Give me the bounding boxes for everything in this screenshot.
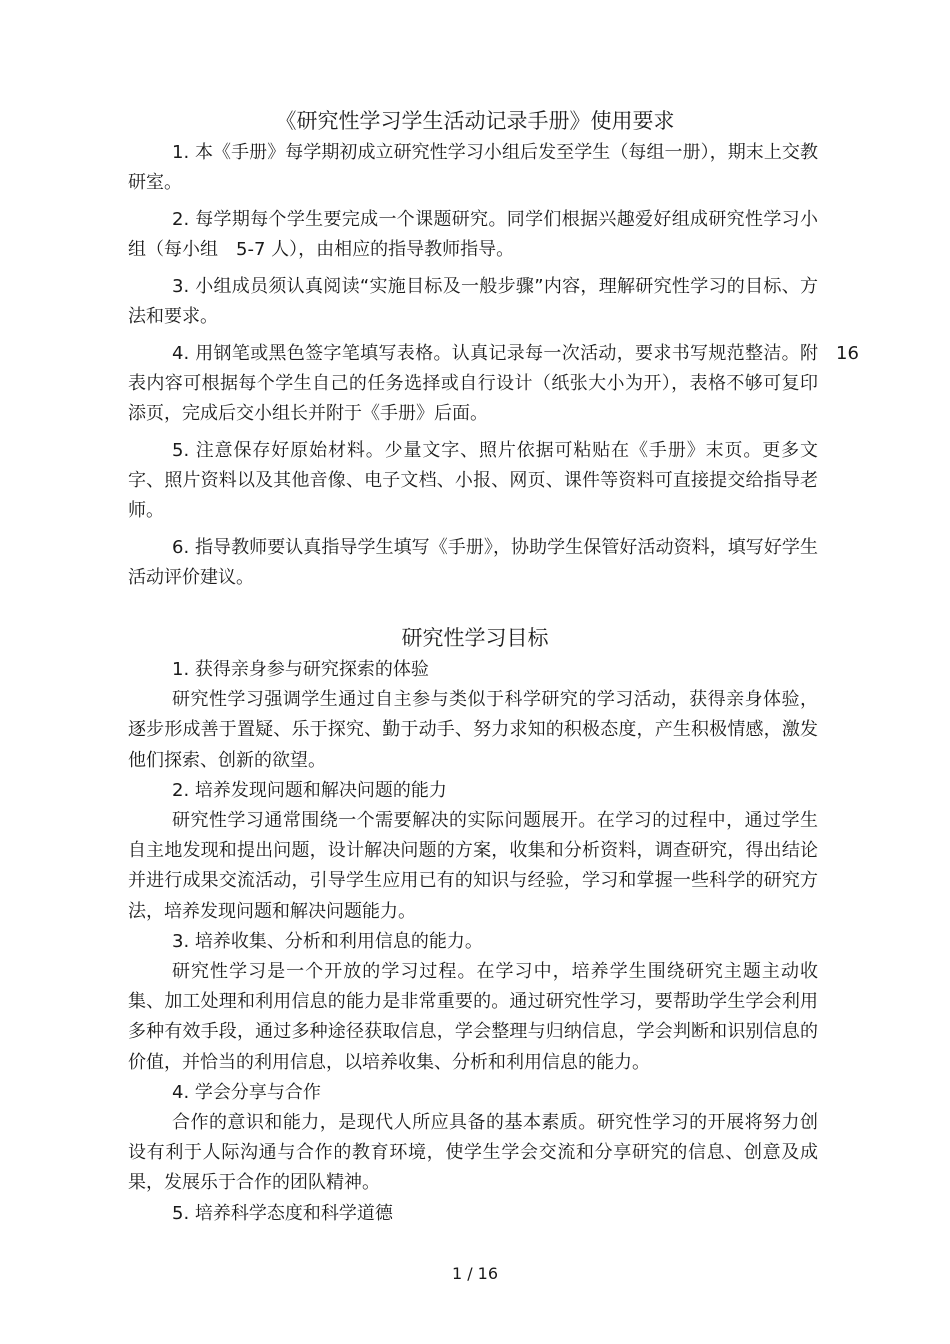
paragraph: 2. 每学期每个学生要完成一个课题研究。同学们根据兴趣爱好组成研究性学习小组（每小组 5-7 人），由相应的指导教师指导。	[128, 209, 818, 260]
page-indicator: 1 / 16	[451, 1264, 499, 1283]
paragraph: 研究性学习强调学生通过自主参与类似于科学研究的学习活动，获得亲身体验，逐步形成善于置疑、乐于探究、勤于动手、努力求知的积极态度，产生积极情感，激发他们探索、创新的欲望。	[128, 689, 818, 771]
section-title-learning-goals: 研究性学习目标	[401, 626, 549, 650]
paragraph: 4. 用钢笔或黑色签字笔填写表格。认真记录每一次活动，要求书写规范整洁。附表内容可根据每个学生自己的任务选择或自行设计（纸张大小为开），表格不够可复印添页，完成后交小组长并附于《手册》后面。	[128, 343, 818, 424]
goal-heading: 5. 培养科学态度和科学道德	[172, 1202, 393, 1224]
learning-goals-list	[128, 655, 818, 1229]
paragraph: 6. 指导教师要认真指导学生填写《手册》，协助学生保管好活动资料，填写好学生活动评价建议。	[128, 537, 818, 588]
paragraph: 1. 本《手册》每学期初成立研究性学习小组后发至学生（每组一册），期末上交教研室。	[128, 142, 818, 193]
margin-number: 16	[836, 343, 859, 364]
goal-heading: 1. 获得亲身参与研究探索的体验	[172, 659, 429, 680]
section-title-usage-requirements: 《研究性学习学生活动记录手册》使用要求	[275, 109, 675, 133]
usage-requirements-list	[128, 138, 818, 600]
paragraph: 研究性学习通常围绕一个需要解决的实际问题展开。在学习的过程中，通过学生自主地发现和提出问题，设计解决问题的方案，收集和分析资料，调查研究，得出结论并进行成果交流活动，引导学生应用已有的知识与经验，学习和掌握一些科学的研究方法，培养发现问题和解决问题能力。	[128, 810, 818, 922]
paragraph: 合作的意识和能力，是现代人所应具备的基本素质。研究性学习的开展将努力创设有利于人际沟通与合作的教育环境，使学生学会交流和分享研究的信息、创意及成果，发展乐于合作的团队精神。	[128, 1112, 818, 1194]
goal-heading: 4. 学会分享与合作	[172, 1081, 321, 1103]
goal-heading: 3. 培养收集、分析和利用信息的能力。	[172, 930, 483, 952]
paragraph: 研究性学习是一个开放的学习过程。在学习中，培养学生围绕研究主题主动收集、加工处理和利用信息的能力是非常重要的。通过研究性学习，要帮助学生学会利用多种有效手段，通过多种途径获取信息，学会整理与归纳信息，学会判断和识别信息的价值，并恰当的利用信息，以培养收集、分析和利用信息的能力。	[128, 961, 818, 1073]
paragraph: 5. 注意保存好原始材料。少量文字、照片依据可粘贴在《手册》末页。更多文字、照片资料以及其他音像、电子文档、小报、网页、课件等资料可直接提交给指导老师。	[128, 440, 818, 521]
paragraph: 3. 小组成员须认真阅读“实施目标及一般步骤”内容，理解研究性学习的目标、方法和要求。	[128, 276, 818, 327]
goal-heading: 2. 培养发现问题和解决问题的能力	[172, 779, 447, 801]
